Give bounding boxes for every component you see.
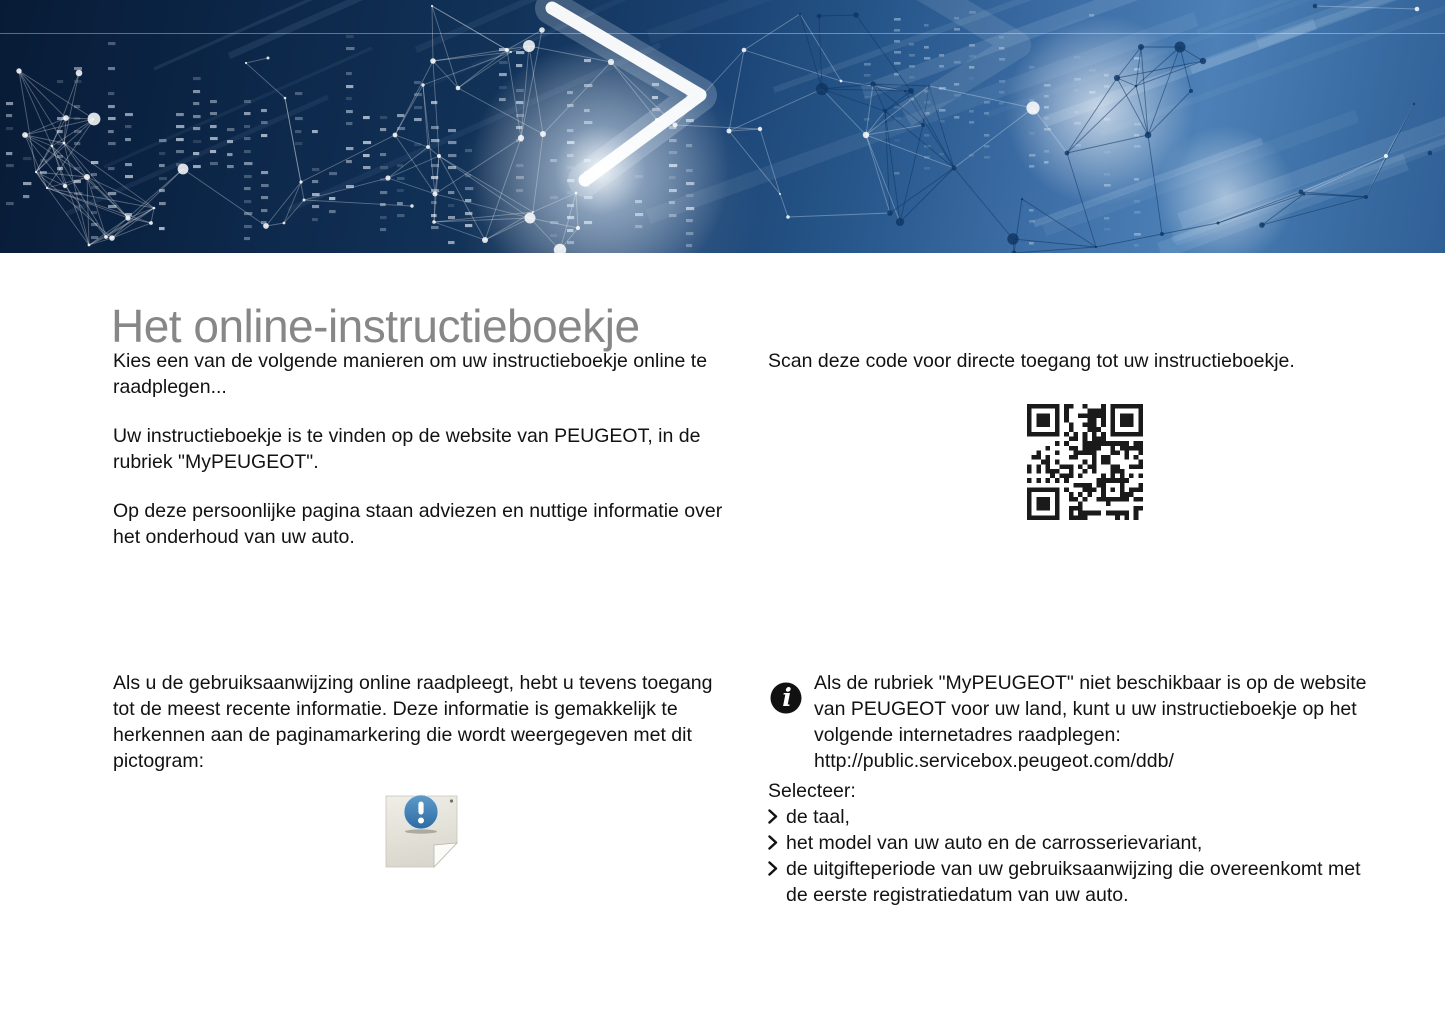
page-note-alert-icon [382, 784, 461, 870]
qr-code-icon [1027, 404, 1143, 520]
svg-text:i: i [782, 683, 792, 712]
list-item-period [768, 856, 1408, 908]
list-item-label: de taal, [786, 806, 850, 828]
information-icon [770, 682, 802, 714]
list-item-label: de uitgifteperiode van uw gebruiksaanwijzing die overeenkomt met de eerste registratiedatum van uw auto. [786, 858, 1361, 906]
list-item-language [768, 804, 1408, 830]
page-title: Het online-instructieboekje [111, 299, 640, 352]
scan-code-text: Scan deze code voor directe toegang tot uw instructieboekje. [768, 350, 1295, 372]
hero-banner-image [0, 0, 1445, 253]
chevron-right-icon [768, 861, 779, 876]
select-label: Selecteer: [768, 780, 856, 802]
mypeugeot-alternative-text: Als de rubriek "MyPEUGEOT" niet beschikbaar is op de website van PEUGEOT voor uw land, kunt u uw instructieboekje op het volgende internetadres raadplegen: [814, 672, 1367, 746]
hero-network-art [0, 0, 1445, 253]
information-icon-art [770, 682, 802, 714]
select-section [768, 778, 1408, 908]
paragraph-website: Uw instructieboekje is te vinden op de website van PEUGEOT, in de rubriek "MyPEUGEOT". [113, 425, 701, 473]
mypeugeot-alternative-block [814, 670, 1390, 774]
qr-code [1027, 404, 1143, 520]
intro-paragraphs [113, 348, 725, 573]
page-note-alert-icon-art [382, 784, 461, 870]
select-list [768, 804, 1408, 908]
servicebox-url[interactable]: http://public.servicebox.peugeot.com/ddb/ [814, 750, 1174, 772]
chevron-right-icon [768, 835, 779, 850]
paragraph-choose-method: Kies een van de volgende manieren om uw instructieboekje online te raadplegen... [113, 350, 708, 398]
list-item-model [768, 830, 1408, 856]
chevron-right-icon [768, 809, 779, 824]
paragraph-personal-page: Op deze persoonlijke pagina staan adviezen en nuttige informatie over het onderhoud van uw auto. [113, 500, 723, 548]
list-item-label: het model van uw auto en de carrosserievariant, [786, 832, 1203, 854]
online-info-paragraph: Als u de gebruiksaanwijzing online raadpleegt, hebt u tevens toegang tot de meest recente informatie. Deze informatie is gemakkelijk te herkennen aan de paginamarkering die wordt weergegeven met dit pictogram: [113, 672, 713, 772]
